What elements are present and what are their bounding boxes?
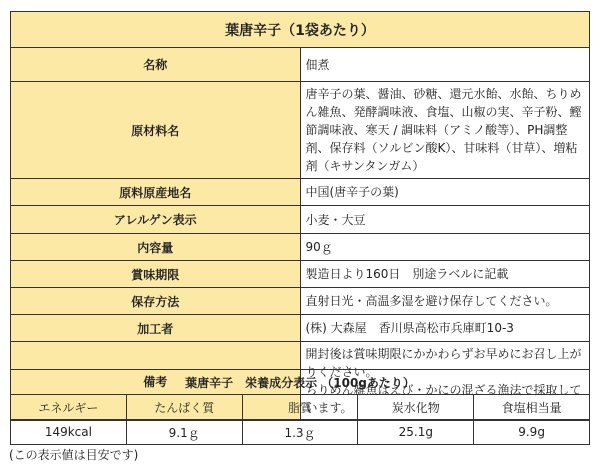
label-ingredients: 原材料名 bbox=[11, 82, 301, 179]
product-info-table bbox=[10, 11, 590, 421]
remarks-line-2: ちりめん雑魚はえび・かにの混ざる漁法で採取しています。 bbox=[305, 383, 582, 415]
value-storage: 直射日光・高温多湿を避け保存してください。 bbox=[300, 288, 590, 315]
label-name: 名称 bbox=[11, 48, 301, 82]
label-content: 内容量 bbox=[11, 234, 301, 261]
nutrition-value-row bbox=[11, 420, 590, 445]
label-expiry: 賞味期限 bbox=[11, 261, 301, 288]
value-protein: 9.1ｇ bbox=[126, 420, 242, 445]
remarks-line-1: 開封後は賞味期限にかかわらずお早めにお召し上がりください。 bbox=[305, 347, 582, 379]
value-salt: 9.9g bbox=[474, 420, 590, 445]
value-content: 90ｇ bbox=[300, 234, 590, 261]
value-expiry: 製造日より160日 別途ラベルに記載 bbox=[300, 261, 590, 288]
label-storage: 保存方法 bbox=[11, 288, 301, 315]
value-allergen: 小麦・大豆 bbox=[300, 206, 590, 234]
header-energy: エネルギー bbox=[11, 395, 127, 420]
value-fat: 1.3ｇ bbox=[242, 420, 358, 445]
value-origin: 中国(唐辛子の葉) bbox=[300, 179, 590, 206]
value-energy: 149kcal bbox=[11, 420, 127, 445]
nutrition-table bbox=[10, 369, 590, 445]
label-remarks: 備考 bbox=[11, 342, 301, 421]
value-name: 佃煮 bbox=[300, 48, 590, 82]
nutrition-title: 葉唐辛子 栄養成分表示 （100gあたり） bbox=[11, 370, 590, 395]
header-fat: 脂質 bbox=[242, 395, 358, 420]
header-protein: たんぱく質 bbox=[126, 395, 242, 420]
value-carbs: 25.1g bbox=[358, 420, 474, 445]
header-salt: 食塩相当量 bbox=[474, 395, 590, 420]
label-origin: 原料原産地名 bbox=[11, 179, 301, 206]
label-processor: 加工者 bbox=[11, 315, 301, 342]
header-carbs: 炭水化物 bbox=[358, 395, 474, 420]
value-processor: (株) 大森屋 香川県高松市兵庫町10-3 bbox=[300, 315, 590, 342]
value-ingredients: 唐辛子の葉、醤油、砂糖、還元水飴、水飴、ちりめん雑魚、発酵調味液、食塩、山椒の実、辛子粉、鰹節調味液、寒天 / 調味料（アミノ酸等）、PH調整剤、保存料（ソルビン酸K）、甘味料（甘草）、増粘剤（キサンタンガム） bbox=[300, 82, 590, 179]
nutrition-note: (この表示値は目安です) bbox=[9, 448, 139, 462]
label-allergen: アレルゲン表示 bbox=[11, 206, 301, 234]
nutrition-header-row bbox=[11, 395, 590, 420]
product-title: 葉唐辛子（1袋あたり） bbox=[11, 12, 590, 48]
